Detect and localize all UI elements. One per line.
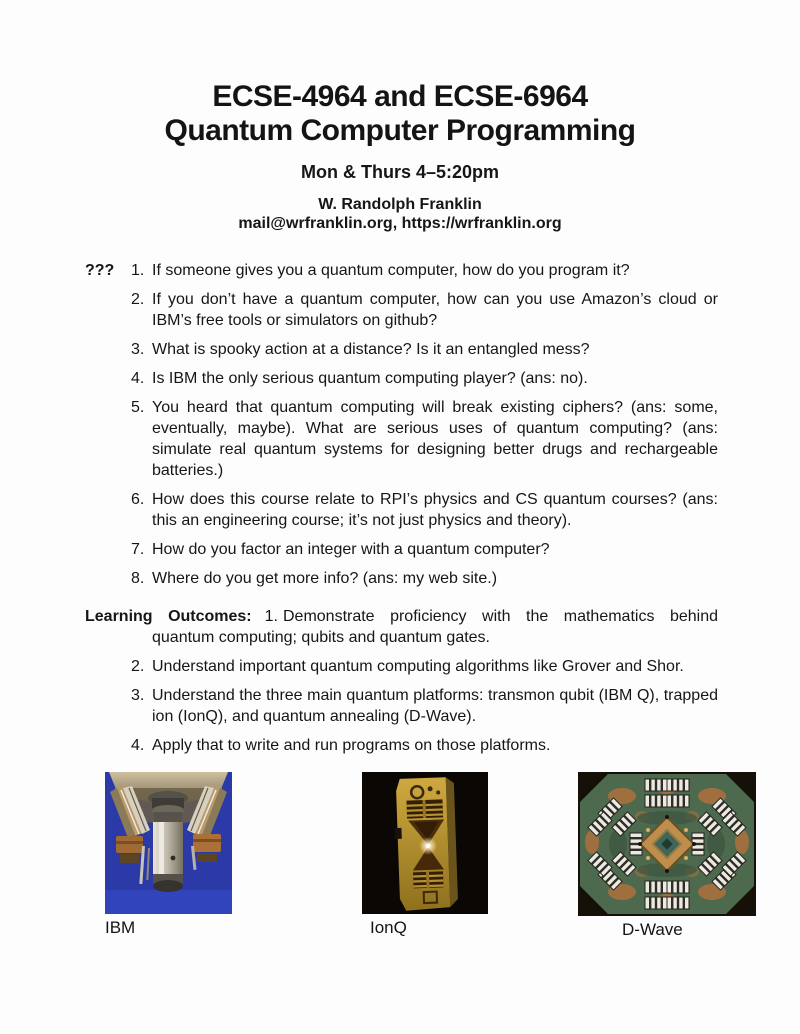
document-body (85, 260, 718, 756)
question-item-4 (85, 368, 718, 389)
item-text: How do you factor an integer with a quantum computer? (152, 541, 550, 558)
dwave-chip-image (578, 772, 756, 916)
item-number: 6. (131, 491, 145, 508)
item-text: Apply that to write and run programs on those platforms. (152, 737, 551, 754)
item-text: Demonstrate proficiency with the mathematics behind quantum computing; qubits and quantum gates. (152, 608, 719, 646)
item-text: How does this course relate to RPI’s physics and CS quantum courses? (ans: this an engineering course; it’s not just physics and theory). (152, 491, 718, 529)
item-text: Understand the three main quantum platforms: transmon qubit (IBM Q), trapped ion (IonQ), and quantum annealing (D-Wave). (152, 687, 718, 725)
learning-outcomes-item-3 (85, 685, 718, 727)
ibm-figure (105, 772, 232, 938)
platform-figures (0, 772, 800, 968)
item-number: 8. (131, 570, 145, 587)
question-item-6 (85, 489, 718, 531)
item-number: 5. (131, 399, 145, 416)
item-number: 1. (131, 262, 145, 279)
learning-outcomes-item-2 (85, 656, 718, 677)
item-text: You heard that quantum computing will break existing ciphers? (ans: some, eventually, maybe). What are serious uses of quantum computing? (ans: simulate real quantum systems for designing better drugs and rechargeable batteries.) (152, 399, 718, 479)
item-number: 3. (131, 341, 145, 358)
item-text: Understand important quantum computing algorithms like Grover and Shor. (152, 658, 684, 675)
item-number: 2. (131, 658, 145, 675)
question-item-3 (85, 339, 718, 360)
item-text: What is spooky action at a distance? Is it an entangled mess? (152, 341, 590, 358)
question-item-2 (85, 289, 718, 331)
item-number: 7. (131, 541, 145, 558)
schedule-line: Mon & Thurs 4–5:20pm (300, 162, 500, 182)
questions-marker: ??? (85, 262, 115, 279)
question-item-5 (85, 397, 718, 481)
item-text: If someone gives you a quantum computer, how do you program it? (152, 262, 630, 279)
figure-label-dwave: D-Wave (622, 920, 683, 939)
learning-outcomes-item-1 (85, 606, 718, 648)
figure-label-ibm: IBM (105, 918, 136, 937)
dwave-figure (578, 772, 756, 940)
contact-links[interactable]: mail@wrfranklin.org, https://wrfranklin.org (238, 215, 562, 232)
question-item-7 (85, 539, 718, 560)
figure-label-ionq: IonQ (370, 918, 407, 937)
item-number: 1. (264, 608, 278, 625)
item-text: Is IBM the only serious quantum computing player? (ans: no). (152, 370, 588, 387)
item-number: 4. (131, 737, 145, 754)
item-number: 3. (131, 687, 145, 704)
learning-outcomes-item-4 (85, 735, 718, 756)
item-number: 2. (131, 291, 145, 308)
item-text: If you don’t have a quantum computer, how can you use Amazon’s cloud or IBM’s free tools or simulators on github? (152, 291, 718, 329)
ionq-figure (362, 772, 488, 938)
learning-outcomes-label: Learning Outcomes: (85, 608, 252, 625)
question-item-8 (85, 568, 718, 589)
ibm-quantum-computer-image (105, 772, 232, 914)
instructor-name: W. Randolph Franklin (318, 196, 482, 213)
title-block (0, 0, 800, 233)
question-item-1 (85, 260, 718, 281)
item-text: Where do you get more info? (ans: my web site.) (152, 570, 498, 587)
item-number: 4. (131, 370, 145, 387)
ionq-trap-chip-image (362, 772, 488, 914)
course-title-line2: Quantum Computer Programming (164, 114, 636, 147)
course-title-line1: ECSE-4964 and ECSE-6964 (212, 80, 588, 113)
